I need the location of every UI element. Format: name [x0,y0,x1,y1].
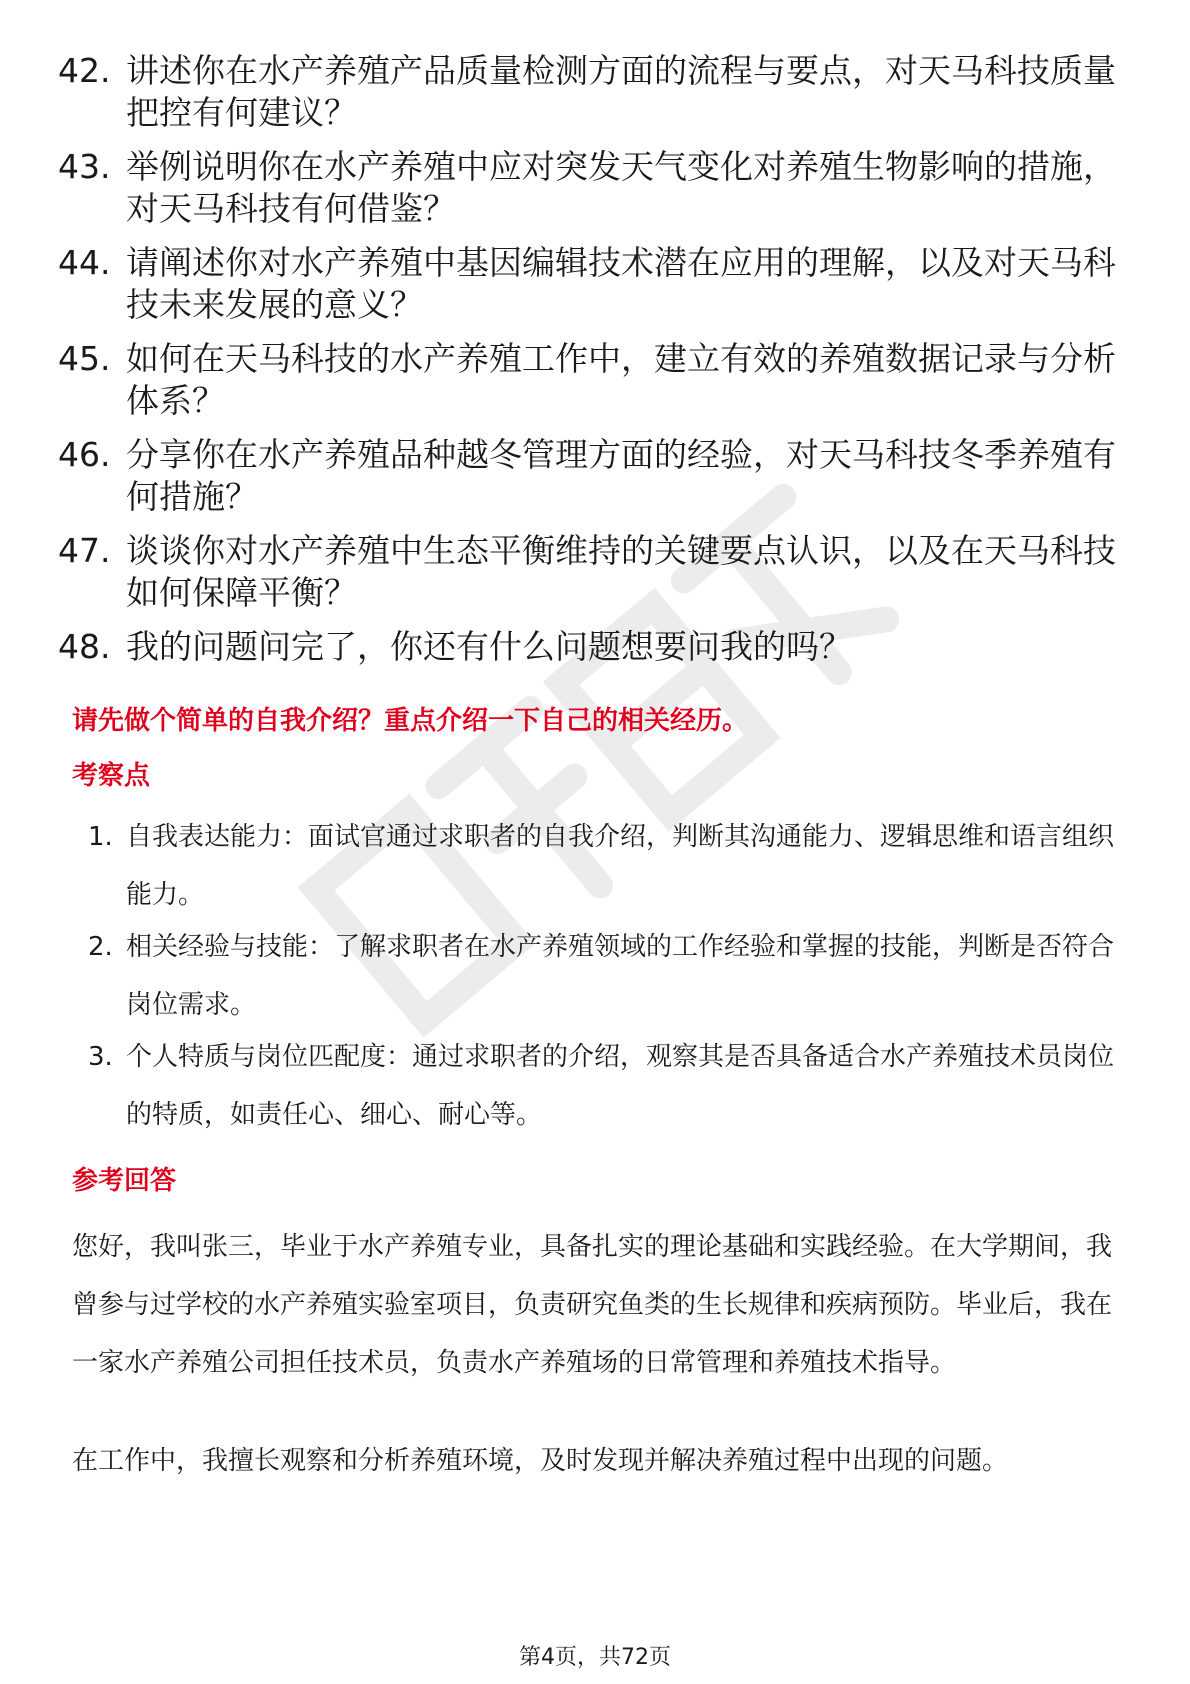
question-item [58,242,1118,326]
question-number: 42. [58,51,111,90]
question-number: 46. [58,435,111,474]
section-heading: 请先做个简单的自我介绍？重点介绍一下自己的相关经历。 [72,706,749,736]
question-text: 讲述你在水产养殖产品质量检测方面的流程与要点，对天马科技质量把控有何建议？ [126,51,1116,132]
question-text: 如何在天马科技的水产养殖工作中，建立有效的养殖数据记录与分析体系？ [126,339,1116,420]
question-number: 43. [58,147,111,186]
answer-paragraph: 在工作中，我擅长观察和分析养殖环境，及时发现并解决养殖过程中出现的问题。 [72,1446,1009,1476]
question-item [58,434,1118,518]
list-item-number: 2. [88,932,113,962]
answer-title: 参考回答 [72,1166,177,1196]
page-footer: 第4页，共72页 [519,1645,671,1670]
question-text: 请阐述你对水产养殖中基因编辑技术潜在应用的理解，以及对天马科技未来发展的意义？ [126,243,1116,324]
list-item [88,918,1118,1034]
question-number: 47. [58,531,111,570]
list-item-text: 个人特质与岗位匹配度：通过求职者的介绍，观察其是否具备适合水产养殖技术员岗位的特质，如责任心、细心、耐心等。 [126,1042,1115,1130]
question-item [58,146,1118,230]
question-item [58,626,1118,668]
question-item [58,530,1118,614]
question-number: 48. [58,627,111,666]
question-text: 我的问题问完了，你还有什么问题想要问我的吗？ [126,627,852,666]
answer-paragraph: 您好，我叫张三，毕业于水产养殖专业，具备扎实的理论基础和实践经验。在大学期间，我曾参与过学校的水产养殖实验室项目，负责研究鱼类的生长规律和疾病预防。毕业后，我在一家水产养殖公司担任技术员，负责水产养殖场的日常管理和养殖技术指导。 [72,1232,1113,1378]
question-item [58,50,1118,134]
list-item-number: 1. [88,822,113,852]
list-item [88,1028,1118,1144]
question-text: 举例说明你在水产养殖中应对突发天气变化对养殖生物影响的措施，对天马科技有何借鉴？ [126,147,1116,228]
question-item [58,338,1118,422]
points-title: 考察点 [72,761,151,791]
question-text: 谈谈你对水产养殖中生态平衡维持的关键要点认识，以及在天马科技如何保障平衡？ [126,531,1116,612]
list-item-number: 3. [88,1042,113,1072]
question-number: 45. [58,339,111,378]
list-item-text: 自我表达能力：面试官通过求职者的自我介绍，判断其沟通能力、逻辑思维和语言组织能力。 [126,822,1115,910]
list-item [88,808,1118,924]
question-number: 44. [58,243,111,282]
list-item-text: 相关经验与技能：了解求职者在水产养殖领域的工作经验和掌握的技能，判断是否符合岗位需求。 [126,932,1115,1020]
question-text: 分享你在水产养殖品种越冬管理方面的经验，对天马科技冬季养殖有何措施？ [126,435,1116,516]
